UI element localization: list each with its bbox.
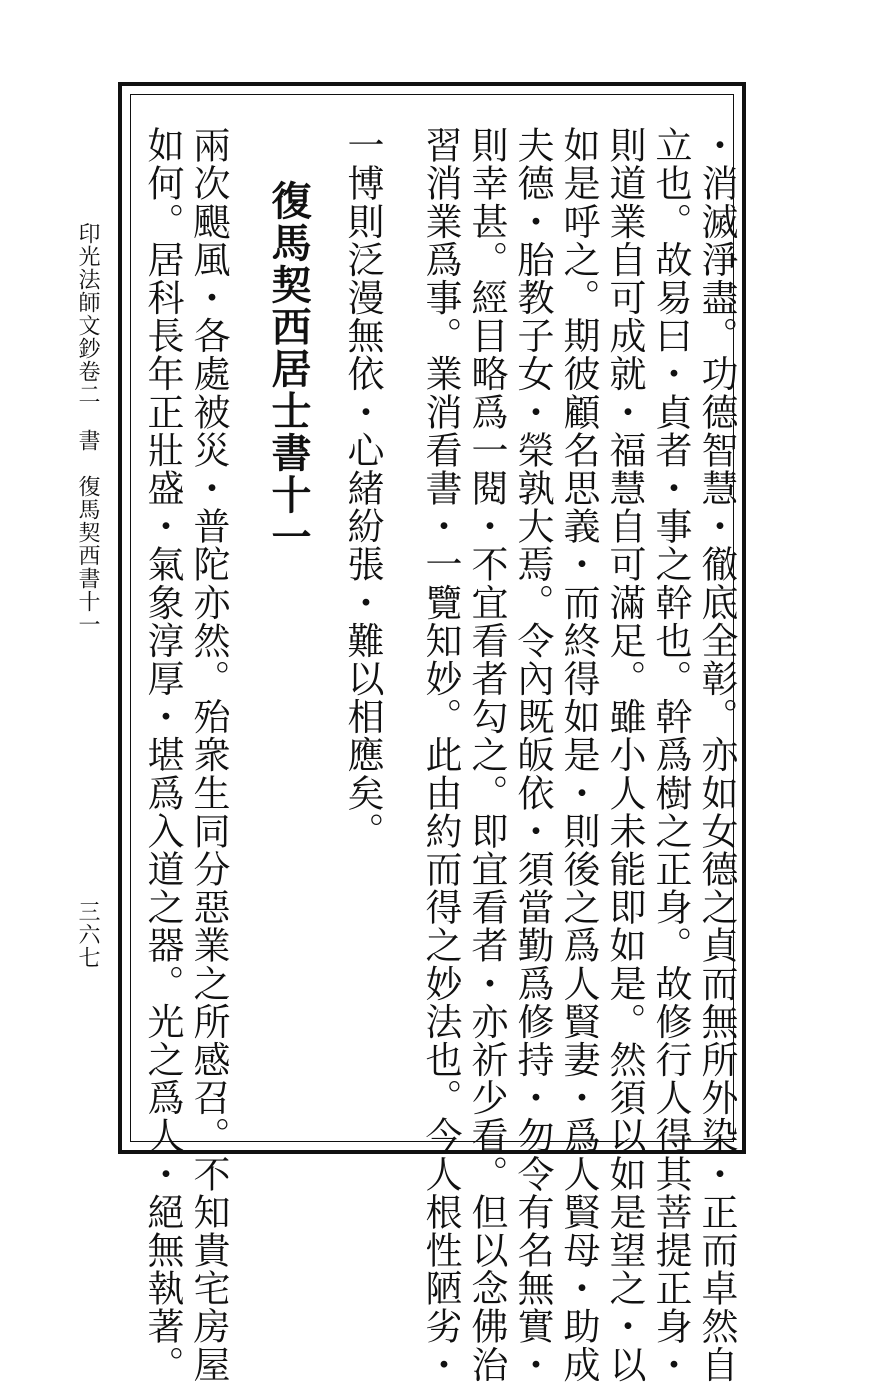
- text-column-6: 則幸甚。經目略爲一閱・不宜看者勾之。即宜看者・亦祈少看。但以念佛治: [465, 126, 508, 1383]
- text-column-4: 如是呼之。期彼顧名思義・而終得如是・則後之爲人賢妻・爲人賢母・助成: [557, 126, 600, 1383]
- text-column-1: ・消滅淨盡。功德智慧・徹底全彰。亦如女德之貞而無所外染・正而卓然自: [695, 126, 738, 1383]
- section-heading: 復馬契西居士書十一: [265, 180, 312, 558]
- text-column-8: 一博則泛漫無依・心緒紛張・難以相應矣。: [341, 126, 384, 850]
- page-number: 三六七: [75, 900, 100, 969]
- text-column-10: 如何。居科長年正壯盛・氣象淳厚・堪爲入道之器。光之爲人・絕無執著。: [141, 126, 184, 1383]
- text-column-3: 則道業自可成就・福慧自可滿足。雖小人未能即如是。然須以如是望之・以: [603, 126, 646, 1383]
- text-column-7: 習消業爲事。業消看書・一覽知妙。此由約而得之妙法也。今人根性陋劣・: [419, 126, 462, 1383]
- text-column-5: 夫德・胎教子女・榮孰大焉。令內既皈依・須當勤爲修持・勿令有名無實・: [511, 126, 554, 1383]
- text-column-9: 兩次颶風・各處被災・普陀亦然。殆衆生同分惡業之所感召。不知貴宅房屋: [187, 126, 230, 1383]
- running-header: 印光法師文鈔卷二 書 復馬契西書十一: [75, 222, 100, 636]
- text-column-2: 立也。故易曰・貞者・事之幹也。幹爲樹之正身。故修行人得其菩提正身・: [649, 126, 692, 1383]
